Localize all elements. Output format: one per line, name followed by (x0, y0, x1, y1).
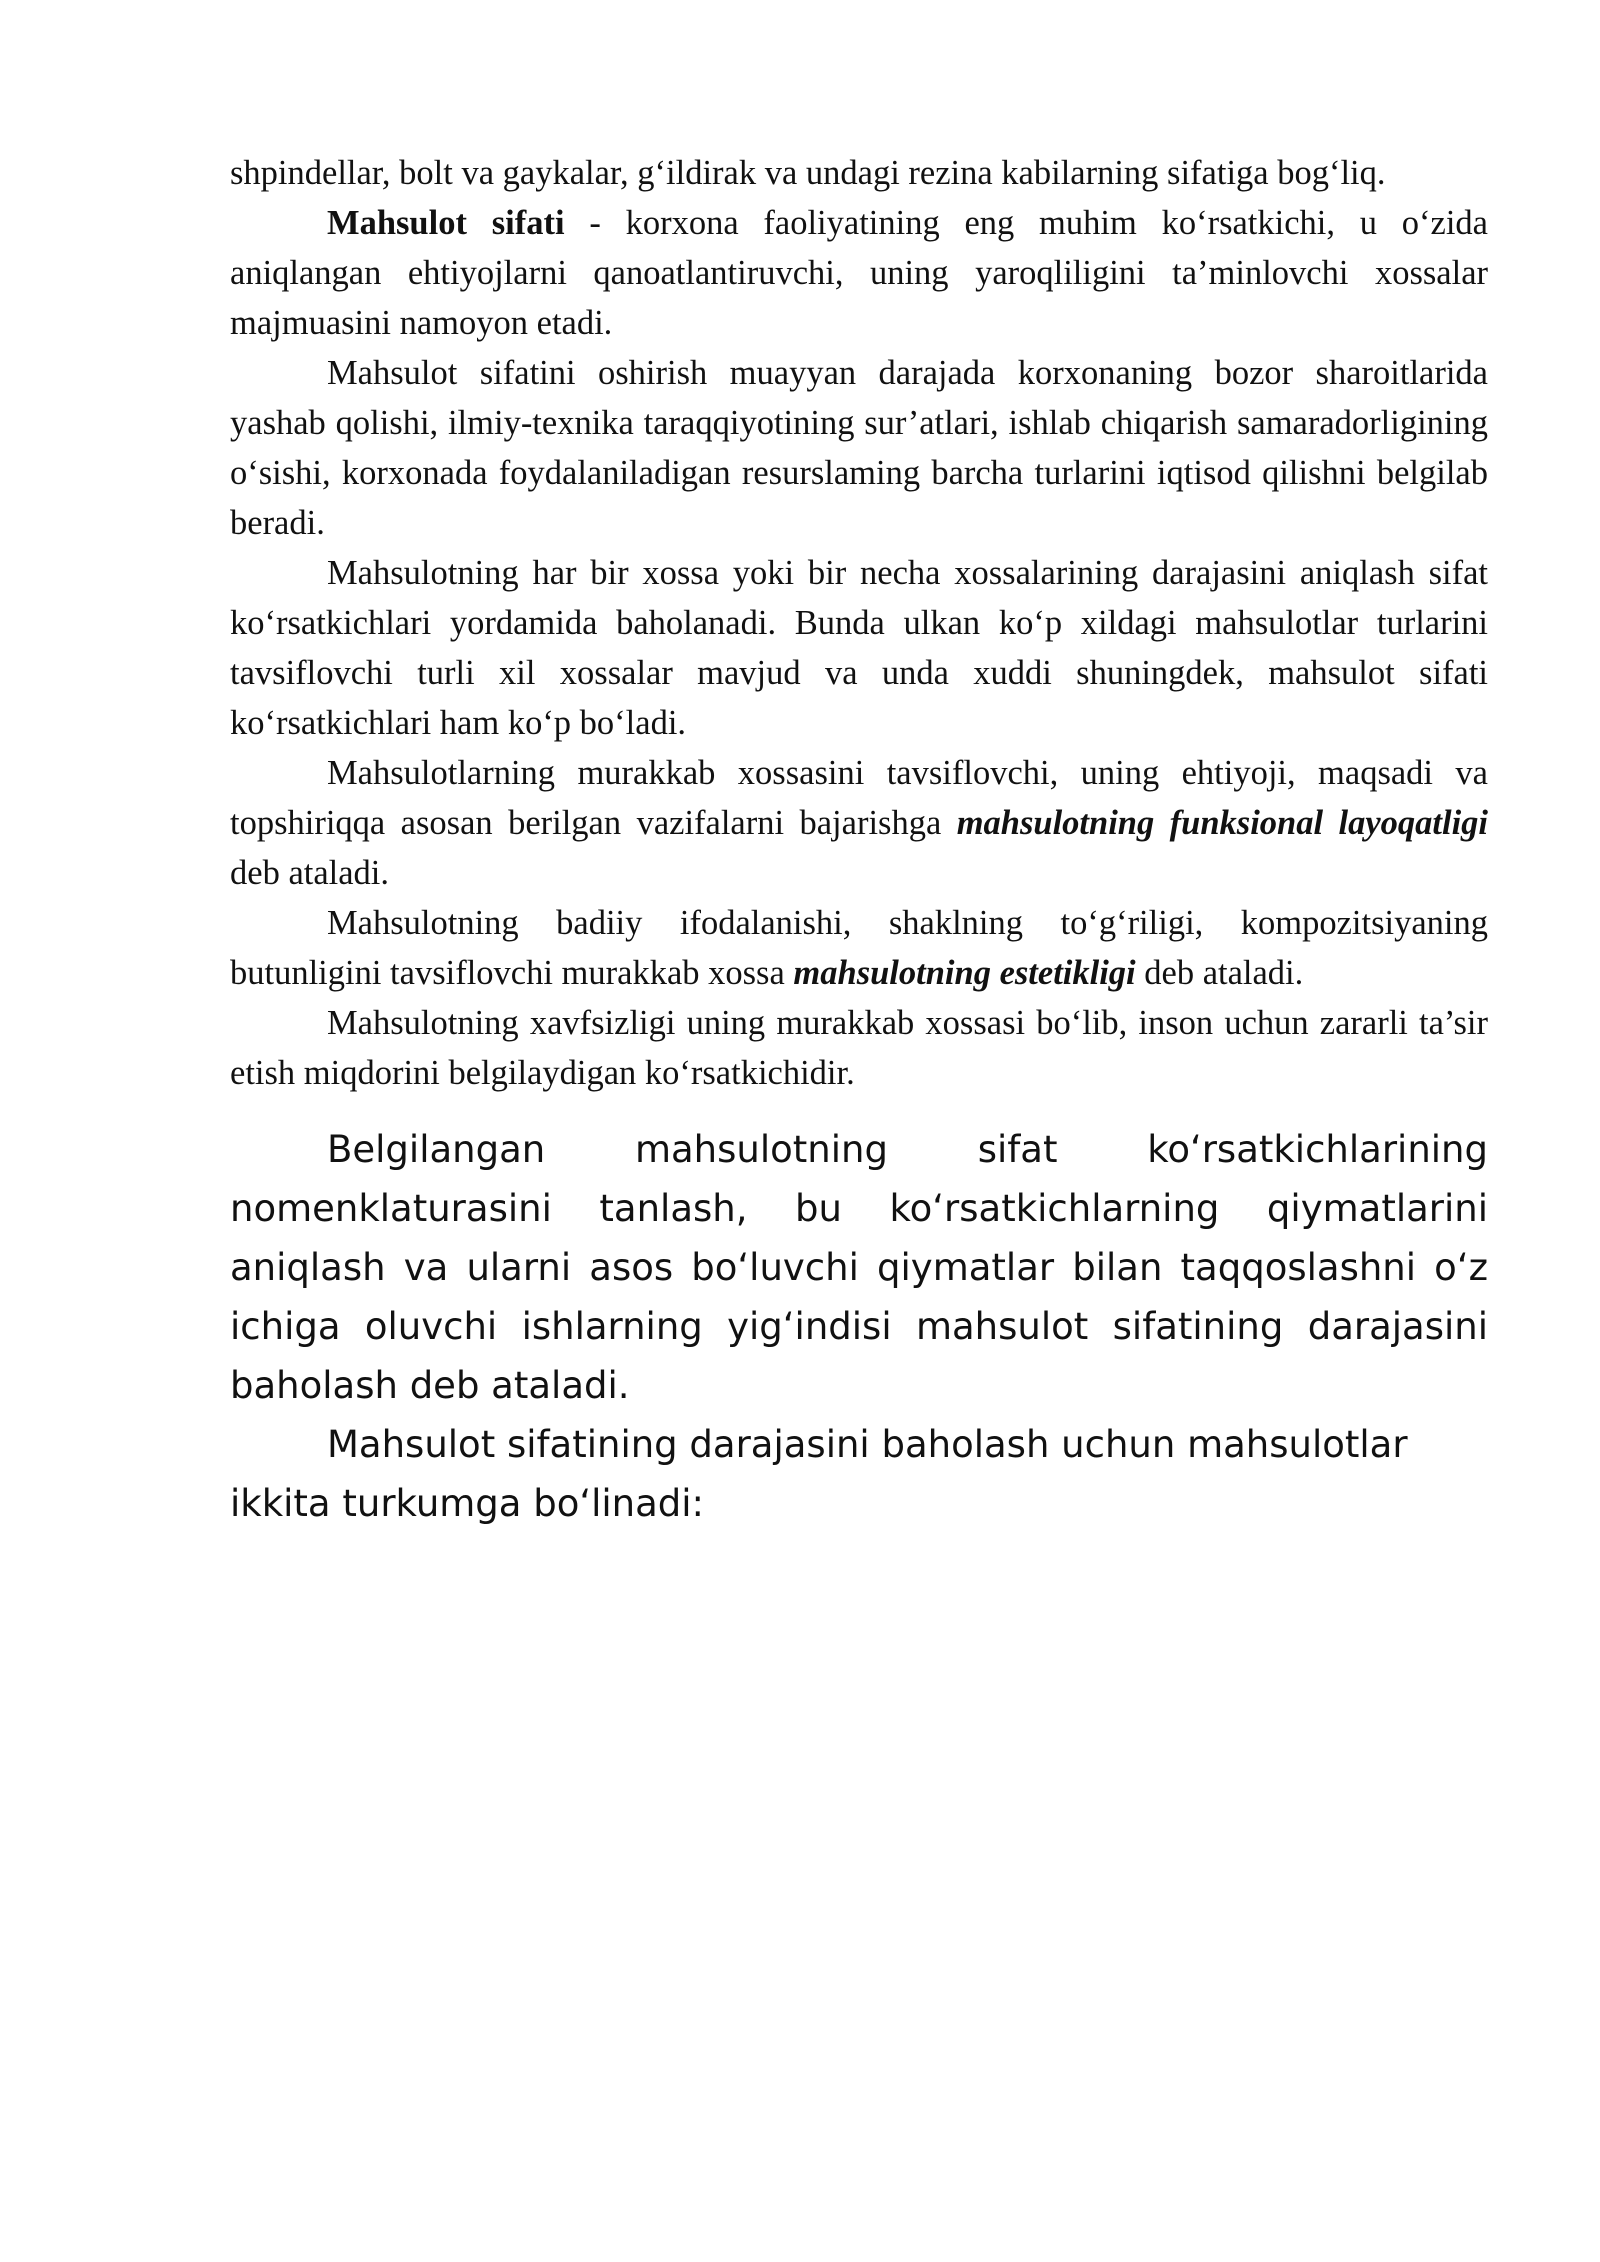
paragraph-safety: Mahsulotning xavfsizligi uning murakkab xossasi bo‘lib, inson uchun zararli ta’sir etish miqdorini belgilaydigan ko‘rsatkichidir. (230, 1004, 1488, 1092)
paragraph-functional-capability (230, 748, 1488, 898)
paragraph-product-groups: Mahsulot sifatining darajasini baholash uchun mahsulotlar ikkita turkumga bo‘linadi: (230, 1423, 1408, 1525)
paragraph-quality-improvement: Mahsulot sifatini oshirish muayyan darajada korxonaning bozor sharoitlarida yashab qolishi, ilmiy-texnika taraqqiyotining sur’atlari, ishlab chiqarish samaradorligining o‘sishi, korxonada foydalaniladigan resurslaming barcha turlarini iqtisod qilishni belgilab beradi. (230, 354, 1488, 542)
paragraph-text: deb ataladi. (230, 854, 390, 892)
paragraph-product-quality-definition (230, 198, 1488, 348)
paragraph-text: Mahsulotning badiiy ifodalanishi, shaklning to‘g‘riligi, kompozitsiyaning butunligini tavsiflovchi murakkab xossa (230, 904, 1488, 992)
term-functional-capability: mahsulotning funksional layoqatligi (956, 804, 1488, 842)
paragraph-text: Mahsulotlarning murakkab xossasini tavsiflovchi, uning ehtiyoji, maqsadi va topshiriqqa asosan berilgan vazifalarni bajarishga (230, 754, 1488, 842)
paragraph-text: - korxona faoliyatining eng muhim ko‘rsatkichi, u o‘zida aniqlangan ehtiyojlarni qanoatlantiruvchi, uning yaroqliligini ta’minlovchi xossalar majmuasini namoyon etadi. (230, 204, 1488, 342)
paragraph-aesthetics (230, 898, 1488, 998)
document-page (230, 148, 1488, 1533)
paragraph-quality-indicators: Mahsulotning har bir xossa yoki bir necha xossalarining darajasini aniqlash sifat ko‘rsatkichlari yordamida baholanadi. Bunda ulkan ko‘p xildagi mahsulotlar turlarini tavsiflovchi turli xil xossalar mavjud va unda xuddi shuningdek, mahsulot sifati ko‘rsatkichlari ham ko‘p bo‘ladi. (230, 554, 1488, 742)
term-product-quality: Mahsulot sifati (327, 204, 565, 242)
paragraph-continuation: shpindellar, bolt va gaykalar, g‘ildirak va undagi rezina kabilarning sifatiga bog‘liq. (230, 154, 1386, 192)
paragraph-quality-level-assessment: Belgilangan mahsulotning sifat ko‘rsatkichlarining nomenklaturasini tanlash, bu ko‘rsatkichlarning qiymatlarini aniqlash va ularni asos bo‘luvchi qiymatlar bilan taqqoslashni o‘z ichiga oluvchi ishlarning yig‘indisi mahsulot sifatining darajasini baholash deb ataladi. (230, 1128, 1488, 1407)
paragraph-text: deb ataladi. (1135, 954, 1304, 992)
term-aesthetics: mahsulotning estetikligi (793, 954, 1136, 992)
